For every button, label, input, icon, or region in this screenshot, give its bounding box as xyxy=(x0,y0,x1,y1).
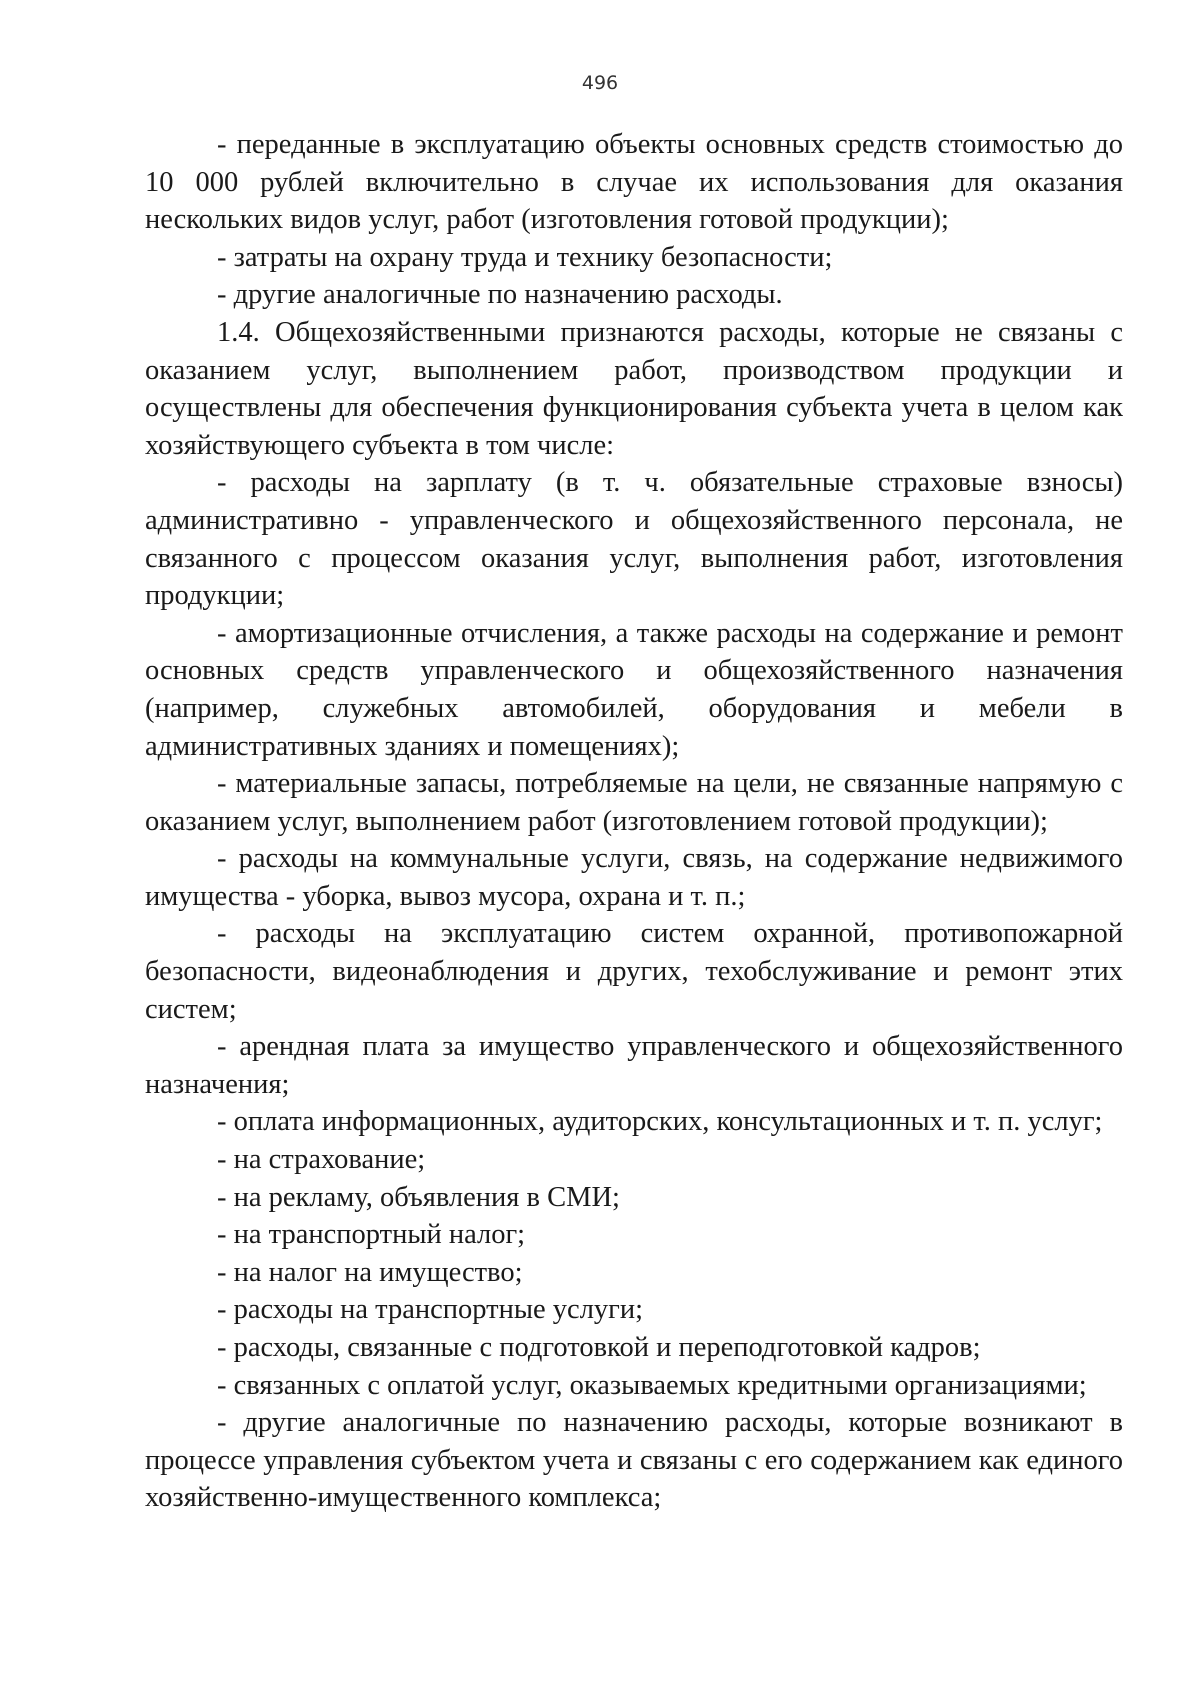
paragraph-staff-training: - расходы, связанные с подготовкой и переподготовкой кадров; xyxy=(217,1332,981,1363)
paragraph-advertising: - на рекламу, объявления в СМИ; xyxy=(217,1181,620,1213)
paragraph-transport-services: - расходы на транспортные услуги; xyxy=(217,1294,644,1326)
paragraph-other-similar-expenses: - другие аналогичные по назначению расходы. xyxy=(217,279,783,311)
paragraph-rent: - арендная плата за имущество управленческого и общехозяйственного назначения; xyxy=(145,1031,1123,1100)
paragraph-bank-services: - связанных с оплатой услуг, оказываемых кредитными организациями; xyxy=(217,1369,1087,1401)
paragraph-salary-expenses: - расходы на зарплату (в т. ч. обязательные страховые взносы) административно - управленческого и общехозяйственного персонала, не связанного с процессом оказания услуг, выполнения работ, изготовления продукции; xyxy=(145,467,1123,612)
paragraph-section-1-4: 1.4. Общехозяйственными признаются расходы, которые не связаны с оказанием услуг, выполнением работ, производством продукции и осуществлены для обеспечения функционирования субъекта учета в целом как хозяйствующего субъекта в том числе: xyxy=(145,316,1123,461)
paragraph-other-management-expenses: - другие аналогичные по назначению расходы, которые возникают в процессе управления субъектом учета и связаны с его содержанием как единого хозяйственно-имущественного комплекса; xyxy=(145,1407,1123,1514)
paragraph-labor-safety: - затраты на охрану труда и технику безопасности; xyxy=(217,241,833,273)
document-body xyxy=(145,126,1123,1517)
paragraph-property-tax: - на налог на имущество; xyxy=(217,1256,523,1288)
paragraph-security-systems: - расходы на эксплуатацию систем охранной, противопожарной безопасности, видеонаблюдения и других, техобслуживание и ремонт этих систем; xyxy=(145,918,1123,1025)
paragraph-insurance: - на страхование; xyxy=(217,1144,426,1176)
paragraph-transport-tax: - на транспортный налог; xyxy=(217,1219,526,1251)
paragraph-utilities: - расходы на коммунальные услуги, связь, на содержание недвижимого имущества - уборка, вывоз мусора, охрана и т. п.; xyxy=(145,843,1123,912)
paragraph-depreciation: - амортизационные отчисления, а также расходы на содержание и ремонт основных средств управленческого и общехозяйственного назначения (например, служебных автомобилей, оборудования и мебели в административных зданиях и помещениях); xyxy=(145,617,1123,762)
page-number: 496 xyxy=(581,72,619,94)
paragraph-consulting-services: - оплата информационных, аудиторских, консультационных и т. п. услуг; xyxy=(217,1106,1103,1138)
paragraph-fixed-assets: - переданные в эксплуатацию объекты основных средств стоимостью до 10 000 рублей включительно в случае их использования для оказания нескольких видов услуг, работ (изготовления готовой продукции); xyxy=(145,129,1123,236)
paragraph-material-stocks: - материальные запасы, потребляемые на цели, не связанные напрямую с оказанием услуг, выполнением работ (изготовлением готовой продукции); xyxy=(145,768,1123,837)
